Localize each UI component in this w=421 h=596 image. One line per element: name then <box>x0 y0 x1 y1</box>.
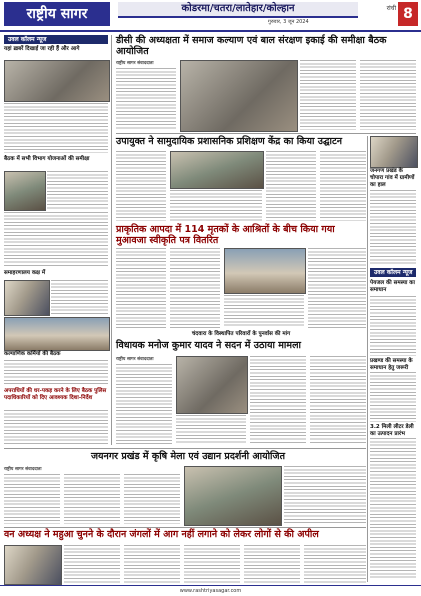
headline-left-2: बैठक में सभी विभाग योजनाओं की समीक्षा <box>4 156 90 162</box>
text-third-a <box>116 248 166 328</box>
headline-left-5: अपराधियों की धर-पकड़ करने के लिए बैठक पुलिस पदाधिकारियों को दिए आवश्यक दिशा-निर्देश <box>4 388 107 401</box>
region-banner: कोडरमा/चतरा/लातेहार/कोल्हान <box>118 2 358 18</box>
headline-top-main: डीसी की अध्यक्षता में समाज कल्याण एवं बाल संरक्षण इकाई की समीक्षा बैठक आयोजित <box>116 35 387 57</box>
text-second-c <box>266 151 316 221</box>
photo-left-1 <box>4 60 110 102</box>
text-sixth-d <box>244 545 300 583</box>
kicker-fourth: चंदवारा के विस्थापित परिवारों के पुनर्वास की मांग <box>191 331 291 337</box>
text-right-2 <box>370 296 416 356</box>
text-left-2b <box>4 212 108 268</box>
headline-right-2: पेयजल की समस्या का समाधान <box>370 280 415 293</box>
text-fifth-d <box>284 466 366 524</box>
headline-third: प्राकृतिक आपदा में 114 मृतकों के आश्रितों के बीच किया गया मुआवजा स्वीकृति पत्र वितरित <box>116 224 335 246</box>
text-second-b <box>170 190 262 221</box>
date-bar <box>118 18 358 27</box>
text-second-a <box>116 151 166 221</box>
photo-sixth <box>4 545 62 585</box>
byline-1: राष्ट्रीय सागर संवाददाता <box>116 61 154 66</box>
page-footer: www.rashtriyasagar.com <box>0 585 421 596</box>
edition-date: गुरुवार, 3 जून 2024 <box>268 19 309 25</box>
headline-right-3: प्रखण्ड की समस्या के समाधान हेतु जरूरी <box>370 358 413 371</box>
column-divider <box>111 35 112 445</box>
photo-right-box <box>370 136 418 168</box>
text-sixth-e <box>304 545 366 583</box>
photo-left-4 <box>4 317 110 351</box>
headline-second: उपायुक्त ने सामुदायिक प्रशासनिक प्रशिक्षण केंद्र का किया उद्घाटन <box>116 136 343 147</box>
text-left-2a <box>47 171 108 209</box>
text-fifth-b <box>64 474 120 524</box>
headline-right-4: 3.2 मिली लीटर डेली का उत्पादन प्रारंभ <box>370 424 414 437</box>
text-third-c <box>224 295 304 328</box>
text-fifth-a <box>4 474 60 524</box>
text-fourth-d <box>310 356 366 444</box>
text-fourth-b <box>176 415 246 444</box>
text-left-4 <box>4 360 108 386</box>
page-number: 8 <box>398 2 418 26</box>
photo-third <box>224 248 306 294</box>
headline-fifth: जयनगर प्रखंड में कृषि मेला एवं उद्यान प्रदर्शनी आयोजित <box>90 451 285 462</box>
text-right-4 <box>370 438 416 580</box>
photo-left-3 <box>4 280 50 316</box>
text-fourth-a <box>116 364 172 444</box>
masthead-rule <box>0 30 421 32</box>
section-head-right: उवल कॉलम न्यूज <box>370 268 416 277</box>
headline-left-3: समाहरणालय कक्ष में <box>4 270 46 276</box>
photo-left-2 <box>4 171 46 211</box>
section-head-left: उवल कॉलम न्यूज <box>4 35 108 44</box>
text-fifth-c <box>124 474 180 524</box>
text-third-b <box>170 248 220 328</box>
headline-sixth: वन अध्यक्ष ने महुआ चुनने के दौरान जंगलों में आग नहीं लगाने को लेकर लोगों से की अपील <box>4 529 319 540</box>
headline-left-1: यहां ख़बरें दिखाई जा रही हैं और आगे <box>4 46 80 52</box>
photo-fifth <box>184 466 282 526</box>
text-fourth-c <box>250 356 306 444</box>
photo-second <box>170 151 264 189</box>
text-main-1c <box>360 60 416 130</box>
text-left-5 <box>4 410 108 445</box>
headline-left-4: कल्याणिक कर्मियों की बैठक <box>4 351 61 357</box>
text-left-1 <box>4 103 108 153</box>
headline-right-box: जनगण प्रखंड के चोपारा गांव में ग्रामीणों का हाल <box>370 168 415 188</box>
text-sixth-b <box>124 545 180 583</box>
text-right-box <box>370 190 416 265</box>
text-sixth-c <box>184 545 240 583</box>
photo-fourth <box>176 356 248 414</box>
right-column-divider <box>367 136 368 582</box>
photo-main-1 <box>180 60 298 132</box>
text-second-d <box>320 151 366 221</box>
byline-2: राष्ट्रीय सागर संवाददाता <box>116 357 154 362</box>
text-right-3 <box>370 372 416 422</box>
text-main-1a <box>116 68 176 130</box>
text-sixth-a <box>64 545 120 583</box>
byline-3: राष्ट्रीय सागर संवाददाता <box>4 467 42 472</box>
text-third-d <box>308 248 366 328</box>
text-main-1b <box>300 60 356 130</box>
text-left-3 <box>51 280 108 314</box>
headline-fourth: विधायक मनोज कुमार यादव ने सदन में उठाया मामला <box>116 340 301 351</box>
edition-city: रांची <box>386 5 396 12</box>
newspaper-brand: राष्ट्रीय सागर <box>4 2 110 26</box>
